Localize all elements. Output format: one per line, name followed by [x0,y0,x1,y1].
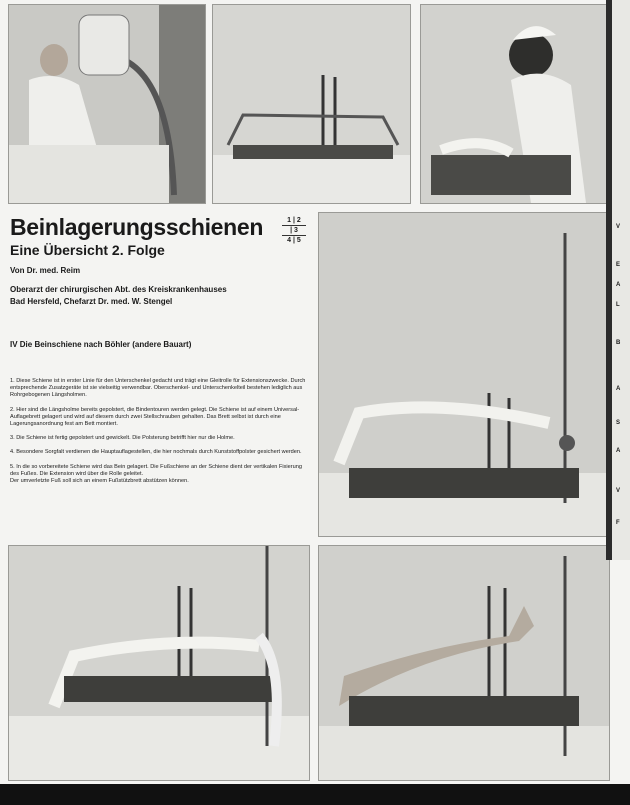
photo-splint-frame [212,4,411,204]
photo-grid-key [282,216,306,245]
photo-splint-mounted [318,212,610,537]
margin-letter: E [616,262,621,268]
margin-letter: S [616,420,621,426]
affiliation-line: Oberarzt der chirurgischen Abt. des Kreiskrankenhauses [10,285,227,294]
paragraph: 5. In die so vorbereitete Schiene wird das Bein gelagert. Die Fußschiene an der Schiene dient der vertikalen Fixierung des Fußes. Die Extension wird über die Rolle geleitet. [10,463,302,477]
facing-page-margin [612,0,630,560]
margin-letter: A [616,386,621,392]
affiliation-line: Bad Hersfeld, Chefarzt Dr. med. W. Stengel [10,297,173,306]
margin-letter: L [616,302,620,308]
margin-letter: V [616,224,621,230]
margin-letter: F [616,520,620,526]
margin-letter: A [616,448,621,454]
photo-patient-lamp [8,4,206,204]
bottom-scan-border [0,784,630,805]
paragraph: 4. Besondere Sorgfalt verdienen die Hauptauflagestellen, die hier nochmals durch Kunststoffpolster gesichert werden. [10,449,302,456]
paragraph: 1. Diese Schiene ist in erster Linie für den Unterschenkel gedacht und trägt eine Gleitrolle für Extensionszwecke. Durch entsprechende Zusatzgeräte ist sie vielseitig verwendbar. Oberschenkel- und Unterschenkelteil bestehen lediglich aus Rohrgebogenen Längsholmen. [10,378,306,399]
photo-leg-in-splint [318,545,610,781]
paragraph: 2. Hier sind die Längsholme bereits gepolstert, die Bindentouren werden gelegt. Die Schiene ist auf einem Universal-Auflagebrett gelagert und wird auf diesem durch zwei Stellschrauben gehalten. Das Brett selbst ist durch eine Lagerungsanordnung fest am Bett montiert. [10,406,300,428]
margin-letter: A [616,282,621,288]
photo-splint-on-bed [8,545,310,781]
grid-key-row: 1 | 2 [282,216,306,226]
article-title: Beinlagerungsschienen [10,214,264,240]
margin-letter: B [616,340,621,346]
paragraph: 3. Die Schiene ist fertig gepolstert und gewickelt. Die Polsterung betrifft hier nur die Holme. [10,435,235,442]
article-subtitle: Eine Übersicht 2. Folge [10,242,165,258]
photo-nurse-padding [420,4,610,204]
grid-key-row: | 3 [282,226,306,236]
article-body [10,378,310,492]
section-heading: IV Die Beinschiene nach Böhler (andere Bauart) [10,340,192,349]
author-affiliation [10,284,227,308]
grid-key-row: 4 | 5 [287,237,301,244]
article-author: Von Dr. med. Reim [10,266,81,275]
paragraph: Der umverletzte Fuß soll sich an einem Fußstützbrett abstützen können. [10,478,189,485]
margin-letter: V [616,488,621,494]
